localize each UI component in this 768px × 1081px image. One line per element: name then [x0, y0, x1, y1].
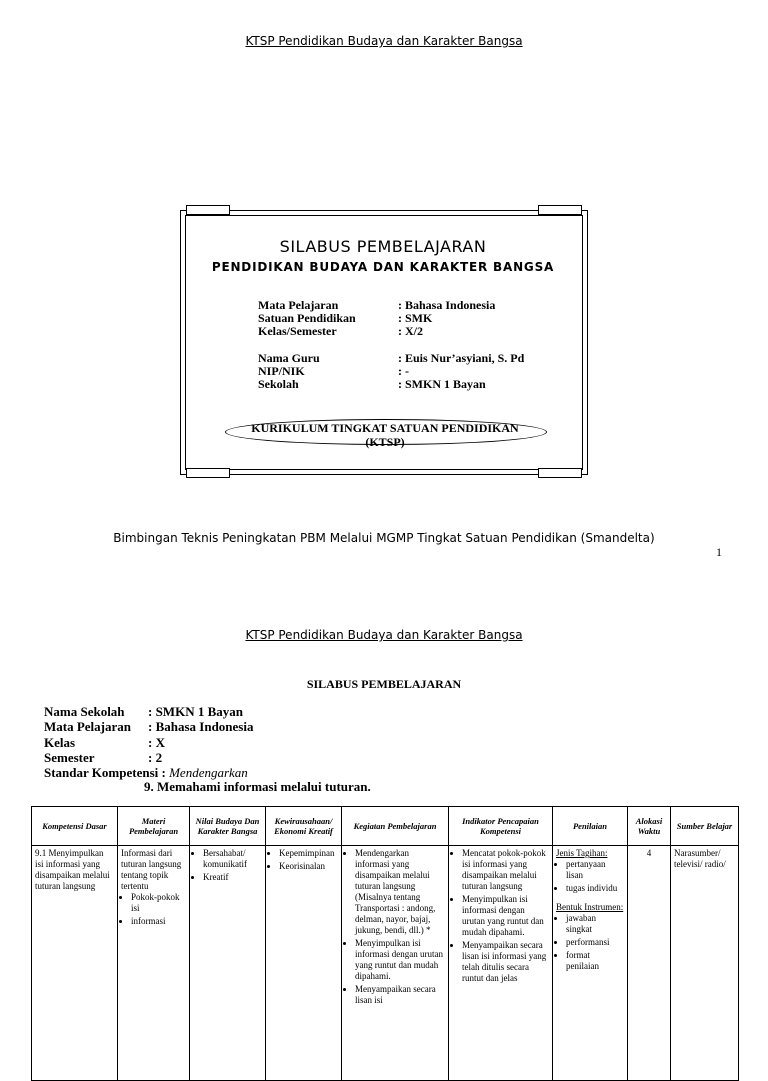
field-label: Nama Guru [258, 351, 320, 365]
list-item: • jawaban singkat [566, 913, 624, 935]
info-label: Nama Sekolah [44, 704, 125, 719]
cell-kompetensi-dasar: 9.1 Menyimpulkan isi informasi yang disampaikan melalui tuturan langsung [32, 846, 118, 1081]
field-label: NIP/NIK [258, 364, 305, 378]
field-value: : X/2 [398, 324, 423, 338]
standar-kompetensi-row [44, 765, 444, 780]
standar-value: Mendengarkan [169, 765, 248, 780]
page-number: 1 [716, 545, 722, 559]
materi-text: Informasi dari tuturan langsung tentang topik tertentu [121, 848, 182, 891]
column-header: Kewirausahaan/ Ekonomi Kreatif [266, 807, 342, 846]
frame-corner-tab [538, 205, 582, 215]
field-label: Kelas/Semester [258, 324, 337, 338]
field-value: : SMKN 1 Bayan [398, 377, 486, 391]
field-value: : SMK [398, 311, 433, 325]
jenis-tagihan-label: Jenis Tagihan: [556, 848, 608, 858]
syllabus-table [31, 806, 739, 1081]
cell-indikator [449, 846, 553, 1081]
list-item: • format penilaian [566, 950, 624, 972]
frame-corner-tab [538, 468, 582, 478]
cell-materi [118, 846, 190, 1081]
field-label: Satuan Pendidikan [258, 311, 356, 325]
column-header: Sumber Belajar [671, 807, 739, 846]
list-item: • Bersahabat/ komunikatif [203, 848, 262, 870]
curriculum-line-2: (KTSP) [365, 435, 405, 449]
field-label: Mata Pelajaran [258, 298, 339, 312]
table-header-row [32, 807, 739, 846]
field-label: Sekolah [258, 377, 299, 391]
cover-field-row [258, 325, 558, 338]
standar-colon: : [158, 765, 170, 780]
cell-sumber-belajar: Narasumber/ televisi/ radio/ [671, 846, 739, 1081]
column-header: Indikator Pencapaian Kompetensi [449, 807, 553, 846]
info-value: : Bahasa Indonesia [148, 719, 254, 734]
info-row [44, 750, 444, 765]
cell-alokasi-waktu: 4 [628, 846, 671, 1081]
column-header: Nilai Budaya Dan Karakter Bangsa [190, 807, 266, 846]
list-item: • informasi [131, 916, 186, 927]
list-item: • Menyampaikan secara lisan isi [355, 984, 445, 1006]
info-label: Kelas [44, 735, 76, 750]
info-label: Semester [44, 750, 95, 765]
info-label: Mata Pelajaran [44, 719, 132, 734]
list-item: • Menyimpulkan isi informasi dengan urutan yang runtut dan mudah dipahami. [355, 938, 445, 982]
standar-label: Standar Kompetensi [44, 765, 159, 780]
list-item: • Pokok-pokok isi [131, 892, 186, 914]
list-item: • Menyimpulkan isi informasi dengan urutan yang runtut dan mudah dipahami. [462, 894, 549, 938]
list-item: • Mendengarkan informasi yang disampaikan melalui tuturan langsung (Misalnya tentang Transportasi : andong, delman, nayor, bajaj, jukung, bendi, dll.) * [355, 848, 445, 936]
page-footer: Bimbingan Teknis Peningkatan PBM Melalui MGMP Tingkat Satuan Pendidikan (Smandelta) [113, 531, 655, 545]
page-header: KTSP Pendidikan Budaya dan Karakter Bangsa [245, 34, 523, 48]
info-value: : 2 [148, 750, 163, 765]
bentuk-instrumen-label: Bentuk Instrumen: [556, 902, 624, 912]
info-value: : SMKN 1 Bayan [148, 704, 243, 719]
list-item: • performansi [566, 937, 624, 948]
column-header: Penilaian [553, 807, 628, 846]
cell-penilaian [553, 846, 628, 1081]
list-item: • tugas individu [566, 883, 624, 894]
kegiatan-list [345, 848, 445, 1006]
info-row [44, 735, 444, 750]
list-item: • Kepemimpinan [279, 848, 338, 859]
column-header: Kompetensi Dasar [32, 807, 118, 846]
column-header: Alokasi Waktu [628, 807, 671, 846]
table-row [32, 846, 739, 1081]
indikator-list [452, 848, 549, 984]
cover-subtitle: PENDIDIKAN BUDAYA DAN KARAKTER BANGSA [211, 260, 555, 274]
column-header: Materi Pembelajaran [118, 807, 190, 846]
field-value: : Bahasa Indonesia [398, 298, 496, 312]
standar-detail: 9. Memahami informasi melalui tuturan. [144, 779, 371, 794]
frame-corner-tab [186, 205, 230, 215]
info-row [44, 719, 444, 734]
column-header: Kegiatan Pembelajaran [342, 807, 449, 846]
info-row [44, 704, 444, 719]
cover-field-row [258, 378, 558, 391]
list-item: • Keorisinalan [279, 861, 338, 872]
field-value: : Euis Nur’asyiani, S. Pd [398, 351, 525, 365]
materi-list [121, 892, 186, 927]
list-item: • Mencatat pokok-pokok isi informasi yang disampaikan melalui tuturan langsung [462, 848, 549, 892]
nilai-list [193, 848, 262, 883]
curriculum-label [225, 421, 545, 449]
info-value: : X [148, 735, 165, 750]
jenis-tagihan-list [556, 859, 624, 894]
cover-title: SILABUS PEMBELAJARAN [279, 237, 487, 256]
kewirausahaan-list [269, 848, 338, 872]
cell-nilai-budaya [190, 846, 266, 1081]
list-item: • pertanyaan lisan [566, 859, 624, 881]
field-value: : - [398, 364, 409, 378]
list-item: • Menyampaikan secara lisan isi informasi yang telah ditulis secara runtut dan jelas [462, 940, 549, 984]
list-item: • Kreatif [203, 872, 262, 883]
frame-corner-tab [186, 468, 230, 478]
bentuk-instrumen-list [556, 913, 624, 972]
cell-kewirausahaan [266, 846, 342, 1081]
page-header: KTSP Pendidikan Budaya dan Karakter Bangsa [245, 628, 523, 642]
curriculum-line-1: KURIKULUM TINGKAT SATUAN PENDIDIKAN [251, 421, 519, 435]
syllabus-title: SILABUS PEMBELAJARAN [306, 677, 462, 691]
cell-kegiatan [342, 846, 449, 1081]
